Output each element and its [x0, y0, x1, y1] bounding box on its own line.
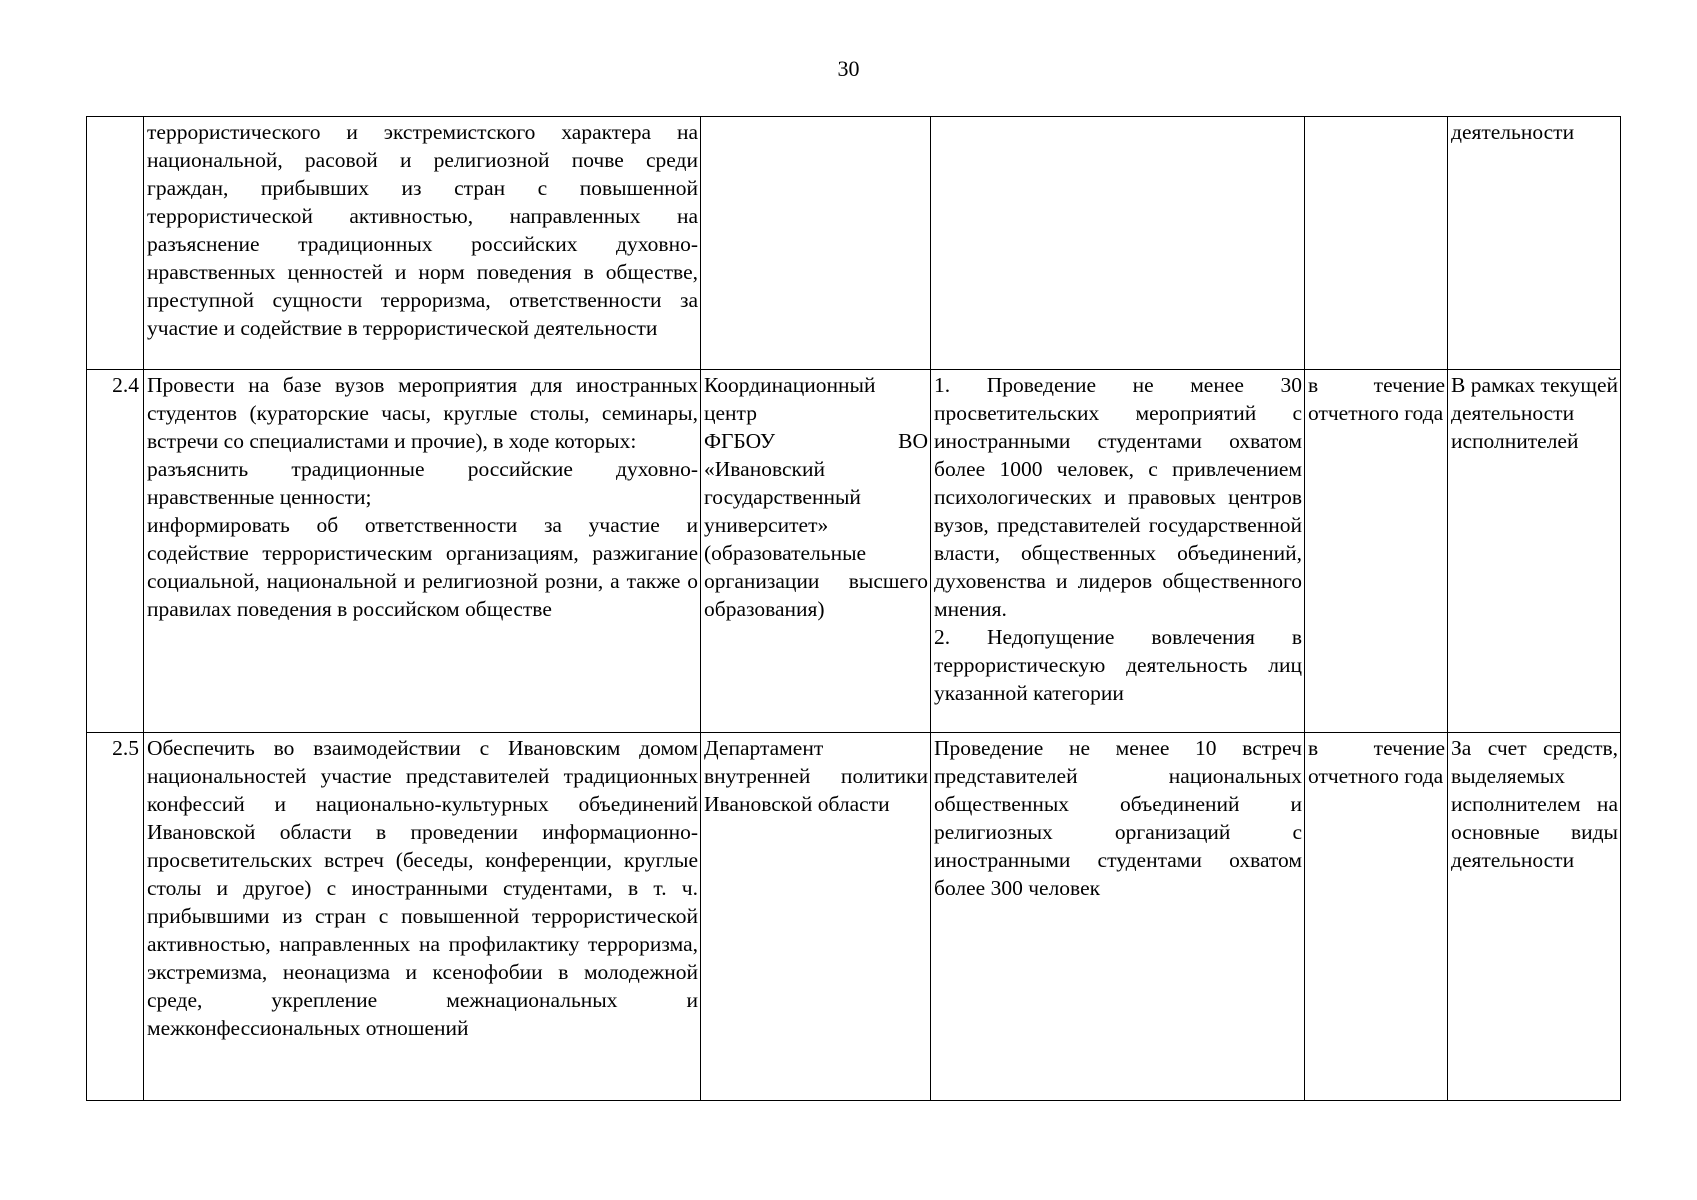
- result-item-number: 1.: [934, 373, 951, 397]
- result-item: [934, 371, 1302, 623]
- activity-paragraph: разъяснить традиционные российские духовно-нравственные ценности;: [147, 457, 698, 509]
- result-item-text: Проведение не менее 30 просветительских мероприятий с иностранными студентами охватом более 1000 человек, с привлечением психологических и правовых центров вузов, представителей государственной власти, общественных объединений, духовенства и лидеров общественного мнения.: [934, 373, 1302, 621]
- executor-cell: [701, 117, 931, 370]
- page-number: 30: [837, 56, 860, 81]
- activity-cell: [144, 370, 701, 733]
- executor-org-line: [704, 427, 928, 455]
- activity-intro: Провести на базе вузов мероприятия для иностранных студентов (кураторские часы, круглые столы, семинары, встречи со специалистами и прочие), в ходе которых:: [147, 373, 698, 453]
- executor-line: Координационный центр: [704, 373, 876, 425]
- executor-cell: Департамент внутренней политики Ивановской области: [701, 733, 931, 1101]
- result-item: [934, 623, 1302, 707]
- deadline-cell: в течение отчетного года: [1305, 370, 1448, 733]
- row-number: 2.4: [87, 370, 144, 733]
- deadline-cell: в течение отчетного года: [1305, 733, 1448, 1101]
- activity-cell: Обеспечить во взаимодействии с Ивановским домом национальностей участие представителей традиционных конфессий и национально-культурных объединений Ивановской области в проведении информационно-просветительских встреч (беседы, конференции, круглые столы и другое) с иностранными студентами, в т. ч. прибывшими из стран с повышенной террористической активностью, направленных на профилактику терроризма, экстремизма, неонацизма и ксенофобии в молодежной среде, укрепление межнациональных и межконфессиональных отношений: [144, 733, 701, 1101]
- executor-org: ФГБОУ: [704, 429, 776, 453]
- executor-cell: [701, 370, 931, 733]
- result-item-number: 2.: [934, 625, 951, 649]
- activity-paragraph: информировать об ответственности за участие и содействие террористическим организациям, разжигание социальной, национальной и религиозной розни, а также о правилах поведения в российском обществе: [147, 513, 698, 621]
- result-cell: [931, 370, 1305, 733]
- result-cell: Проведение не менее 10 встреч представителей национальных общественных объединений и религиозных организаций с иностранными студентами охватом более 300 человек: [931, 733, 1305, 1101]
- row-number: 2.5: [87, 733, 144, 1101]
- funding-cell: В рамках текущей деятельности исполнителей: [1448, 370, 1621, 733]
- table-row: [87, 117, 1621, 370]
- action-plan-table: [86, 116, 1621, 1101]
- activity-cell: террористического и экстремистского характера на национальной, расовой и религиозной почве среди граждан, прибывших из стран с повышенной террористической активностью, направленных на разъяснение традиционных российских духовно-нравственных ценностей и норм поведения в обществе, преступной сущности терроризма, ответственности за участие и содействие в террористической деятельности: [144, 117, 701, 370]
- table-row: [87, 370, 1621, 733]
- executor-org-suffix: ВО: [898, 429, 928, 453]
- result-item-text: Недопущение вовлечения в террористическую деятельность лиц указанной категории: [934, 625, 1302, 705]
- funding-cell: деятельности: [1448, 117, 1621, 370]
- funding-cell: За счет средств, выделяемых исполнителем на основные виды деятельности: [1448, 733, 1621, 1101]
- table-row: [87, 733, 1621, 1101]
- deadline-cell: [1305, 117, 1448, 370]
- executor-rest: «Ивановский государственный университет» (образовательные организации высшего образования): [704, 457, 928, 621]
- result-cell: [931, 117, 1305, 370]
- row-number: [87, 117, 144, 370]
